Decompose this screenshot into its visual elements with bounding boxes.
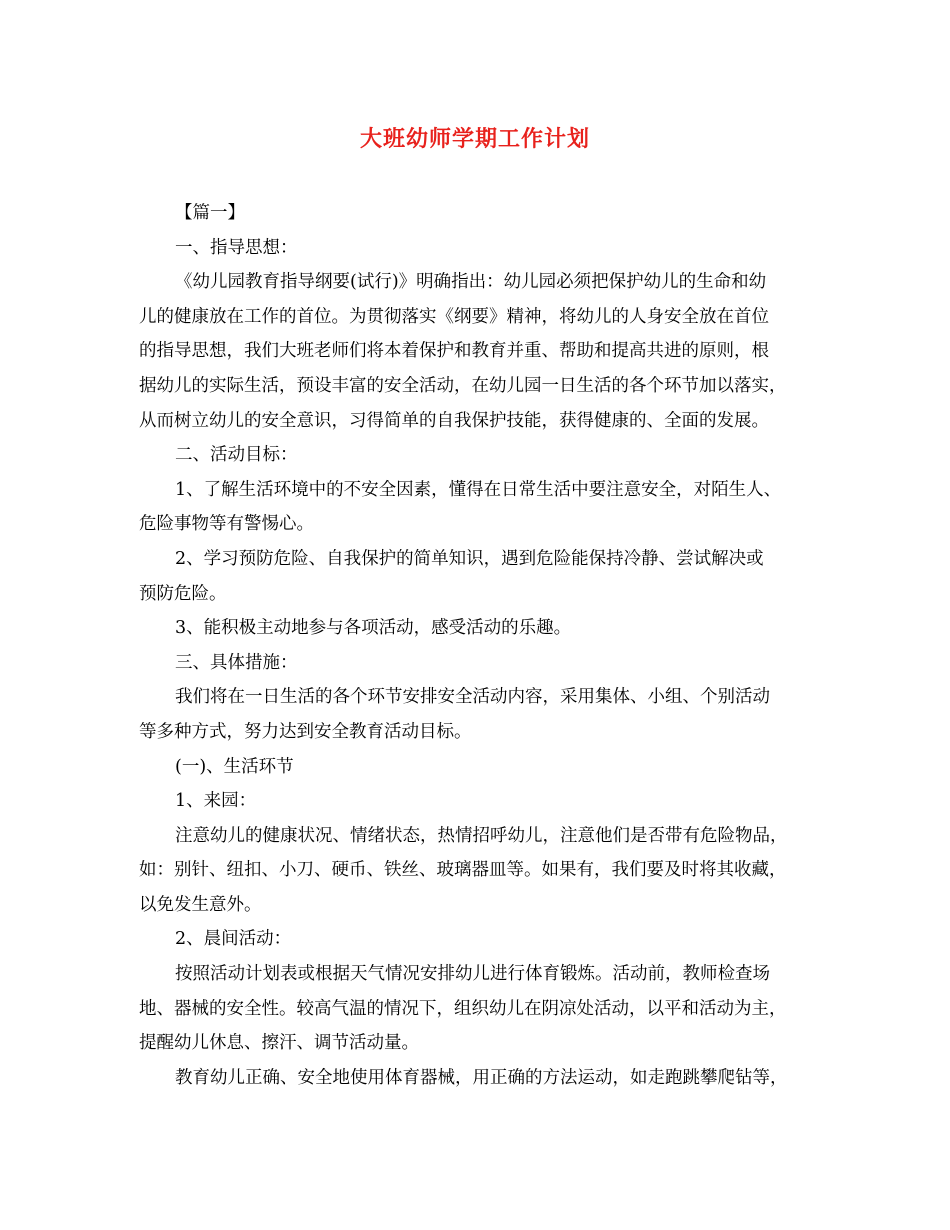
text-line: 二、活动目标： — [175, 445, 298, 466]
text-line: 的指导思想，我们大班老师们将本着保护和教育并重、帮助和提高共进的原则，根 — [139, 341, 769, 362]
text-line: 3、能积极主动地参与各项活动，感受活动的乐趣。 — [175, 618, 572, 639]
text-line: 我们将在一日生活的各个环节安排安全活动内容，采用集体、小组、个别活动 — [175, 687, 770, 708]
text-line: 1、了解生活环境中的不安全因素，懂得在日常生活中要注意安全，对陌生人、 — [175, 479, 782, 500]
text-line: 三、具体措施： — [175, 652, 298, 673]
text-line: 一、指导思想： — [175, 237, 298, 258]
text-line: 以免发生意外。 — [139, 894, 262, 915]
text-line: 2、晨间活动： — [175, 929, 292, 950]
text-line: 注意幼儿的健康状况、情绪状态，热情招呼幼儿，注意他们是否带有危险物品， — [175, 825, 788, 846]
document-body — [139, 196, 829, 1095]
text-line: 提醒幼儿休息、擦汗、调节活动量。 — [139, 1033, 419, 1054]
text-line: 从而树立幼儿的安全意识，习得简单的自我保护技能，获得健康的、全面的发展。 — [139, 410, 769, 431]
text-line: 1、来园： — [175, 791, 257, 812]
text-line: 地、器械的安全性。较高气温的情况下，组织幼儿在阴凉处活动，以平和活动为主， — [139, 998, 787, 1019]
text-line: (一)、生活环节 — [175, 756, 294, 777]
text-line: 【篇一】 — [175, 203, 245, 223]
document-title: 大班幼师学期工作计划 — [359, 127, 590, 152]
text-line: 教育幼儿正确、安全地使用体育器械，用正确的方法运动，如走跑跳攀爬钻等， — [175, 1067, 788, 1088]
text-line: 危险事物等有警惕心。 — [139, 514, 314, 535]
text-line: 2、学习预防危险、自我保护的简单知识，遇到危险能保持冷静、尝试解决或 — [175, 548, 764, 569]
text-line: 等多种方式，努力达到安全教育活动目标。 — [139, 721, 472, 742]
text-line: 儿的健康放在工作的首位。为贯彻落实《纲要》精神，将幼儿的人身安全放在首位 — [139, 306, 769, 327]
text-line: 如：别针、纽扣、小刀、硬币、铁丝、玻璃器皿等。如果有，我们要及时将其收藏， — [139, 860, 787, 881]
text-line: 据幼儿的实际生活，预设丰富的安全活动，在幼儿园一日生活的各个环节加以落实， — [139, 375, 787, 396]
text-line: 预防危险。 — [139, 583, 227, 604]
text-line: 按照活动计划表或根据天气情况安排幼儿进行体育锻炼。活动前，教师检查场 — [175, 964, 770, 985]
text-line: 《幼儿园教育指导纲要(试行)》明确指出：幼儿园必须把保护幼儿的生命和幼 — [175, 272, 767, 293]
